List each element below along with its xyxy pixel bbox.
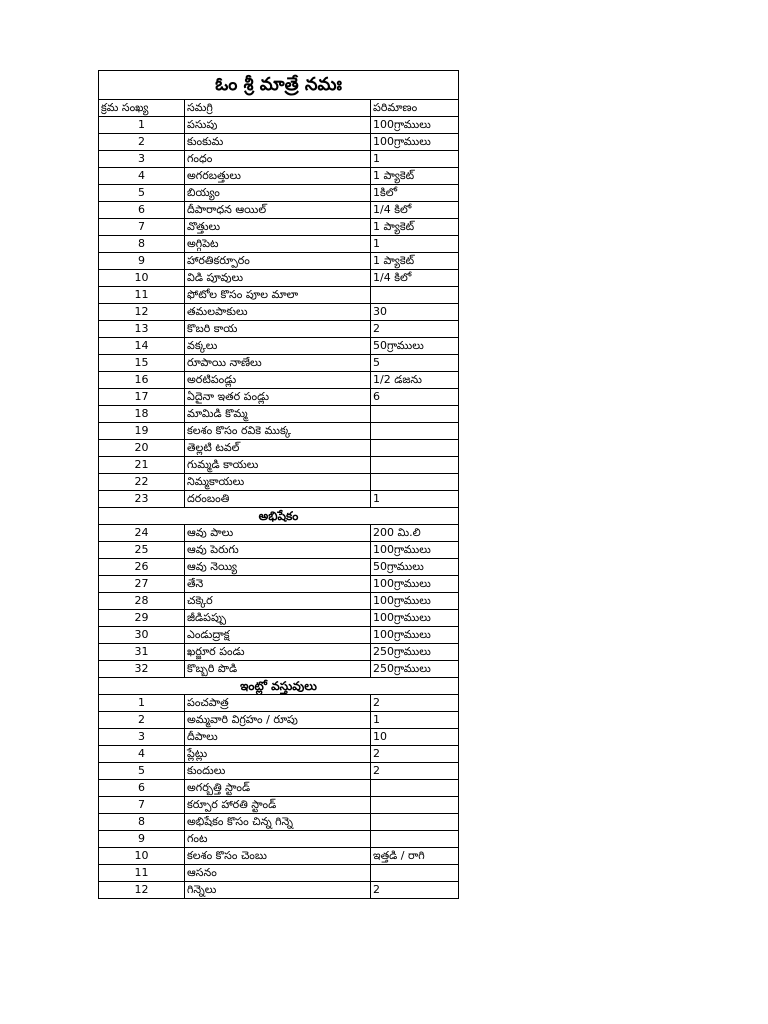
serial-cell: 9 xyxy=(99,831,185,848)
item-cell: ఏదైనా ఇతర పండ్లు xyxy=(185,389,371,406)
quantity-cell: 1/4 కిలో xyxy=(371,270,459,287)
table-row xyxy=(99,559,459,576)
quantity-cell: 1 ప్యాకెట్ xyxy=(371,168,459,185)
item-cell: దరంబంతి xyxy=(185,491,371,508)
table-row xyxy=(99,780,459,797)
serial-cell: 32 xyxy=(99,661,185,678)
quantity-cell: 2 xyxy=(371,695,459,712)
table-row xyxy=(99,695,459,712)
serial-cell: 7 xyxy=(99,219,185,236)
quantity-cell: 1/2 డజను xyxy=(371,372,459,389)
table-row xyxy=(99,355,459,372)
serial-cell: 8 xyxy=(99,236,185,253)
table-row xyxy=(99,321,459,338)
table-row xyxy=(99,372,459,389)
item-cell: ప్లేట్లు xyxy=(185,746,371,763)
quantity-cell: 1 xyxy=(371,151,459,168)
item-cell: ఆవు పెరుగు xyxy=(185,542,371,559)
item-cell: అగ్గిపెట xyxy=(185,236,371,253)
table-row xyxy=(99,338,459,355)
quantity-cell: 100గ్రాములు xyxy=(371,542,459,559)
table-row xyxy=(99,848,459,865)
table-row xyxy=(99,746,459,763)
table-row xyxy=(99,202,459,219)
item-cell: అరటిపండ్లు xyxy=(185,372,371,389)
serial-cell: 25 xyxy=(99,542,185,559)
serial-cell: 1 xyxy=(99,695,185,712)
table-row xyxy=(99,814,459,831)
serial-cell: 5 xyxy=(99,763,185,780)
table-row xyxy=(99,304,459,321)
serial-cell: 19 xyxy=(99,423,185,440)
table-row xyxy=(99,474,459,491)
quantity-cell xyxy=(371,287,459,304)
table-row xyxy=(99,236,459,253)
quantity-cell: 2 xyxy=(371,321,459,338)
quantity-cell xyxy=(371,457,459,474)
serial-cell: 3 xyxy=(99,151,185,168)
serial-cell: 1 xyxy=(99,117,185,134)
section-row xyxy=(99,678,459,695)
item-cell: కుందులు xyxy=(185,763,371,780)
serial-cell: 16 xyxy=(99,372,185,389)
serial-cell: 26 xyxy=(99,559,185,576)
item-cell: ఆవు నెయ్యి xyxy=(185,559,371,576)
serial-cell: 3 xyxy=(99,729,185,746)
quantity-cell: ఇత్తడి / రాగి xyxy=(371,848,459,865)
table-row xyxy=(99,270,459,287)
table-row xyxy=(99,729,459,746)
table-row xyxy=(99,457,459,474)
table-row xyxy=(99,661,459,678)
item-cell: అగరబత్తులు xyxy=(185,168,371,185)
serial-cell: 9 xyxy=(99,253,185,270)
quantity-cell: 10 xyxy=(371,729,459,746)
item-cell: అభిషేకం కొసం చిన్న గిన్నె xyxy=(185,814,371,831)
table-row xyxy=(99,134,459,151)
serial-cell: 29 xyxy=(99,610,185,627)
item-cell: కలశం కొసం చెంబు xyxy=(185,848,371,865)
serial-cell: 6 xyxy=(99,780,185,797)
item-cell: కొబ్బరి పొడి xyxy=(185,661,371,678)
serial-cell: 31 xyxy=(99,644,185,661)
serial-cell: 14 xyxy=(99,338,185,355)
serial-cell: 15 xyxy=(99,355,185,372)
header-item: సమగ్రి xyxy=(185,100,371,117)
quantity-cell: 30 xyxy=(371,304,459,321)
quantity-cell: 100గ్రాములు xyxy=(371,610,459,627)
quantity-cell: 1 xyxy=(371,491,459,508)
quantity-cell: 100గ్రాములు xyxy=(371,117,459,134)
quantity-cell: 50గ్రాములు xyxy=(371,338,459,355)
item-cell: గంధం xyxy=(185,151,371,168)
serial-cell: 24 xyxy=(99,525,185,542)
item-cell: ఎండుద్రాక్ష xyxy=(185,627,371,644)
item-cell: అగర్బత్తి స్టాండ్ xyxy=(185,780,371,797)
quantity-cell xyxy=(371,831,459,848)
serial-cell: 13 xyxy=(99,321,185,338)
table-row xyxy=(99,882,459,899)
quantity-cell: 1 ప్యాకెట్ xyxy=(371,219,459,236)
table-row xyxy=(99,185,459,202)
quantity-cell: 5 xyxy=(371,355,459,372)
quantity-cell xyxy=(371,780,459,797)
item-cell: పంచపాత్ర xyxy=(185,695,371,712)
serial-cell: 10 xyxy=(99,270,185,287)
quantity-cell xyxy=(371,423,459,440)
item-cell: ఖర్జూర పండు xyxy=(185,644,371,661)
quantity-cell: 100గ్రాములు xyxy=(371,576,459,593)
item-cell: జీడిపప్పు xyxy=(185,610,371,627)
serial-cell: 5 xyxy=(99,185,185,202)
table-row xyxy=(99,491,459,508)
item-cell: దీపాలు xyxy=(185,729,371,746)
table-row xyxy=(99,287,459,304)
table-row xyxy=(99,117,459,134)
quantity-cell: 2 xyxy=(371,746,459,763)
serial-cell: 12 xyxy=(99,882,185,899)
item-cell: రూపాయి నాణేలు xyxy=(185,355,371,372)
table-row xyxy=(99,389,459,406)
serial-cell: 27 xyxy=(99,576,185,593)
table-row xyxy=(99,797,459,814)
table-row xyxy=(99,593,459,610)
item-cell: వక్కలు xyxy=(185,338,371,355)
serial-cell: 6 xyxy=(99,202,185,219)
quantity-cell xyxy=(371,440,459,457)
item-cell: ఫోటోల కొసం పూల మాలా xyxy=(185,287,371,304)
quantity-cell: 2 xyxy=(371,763,459,780)
serial-cell: 12 xyxy=(99,304,185,321)
table-row xyxy=(99,712,459,729)
serial-cell: 4 xyxy=(99,168,185,185)
serial-cell: 11 xyxy=(99,865,185,882)
title-row xyxy=(99,71,459,100)
serial-cell: 11 xyxy=(99,287,185,304)
item-cell: ఆవు పాలు xyxy=(185,525,371,542)
section-heading: ఇంట్లో వస్తువులు xyxy=(99,678,459,695)
item-cell: కలశం కొసం రవికె ముక్క xyxy=(185,423,371,440)
quantity-cell: 1 xyxy=(371,236,459,253)
item-cell: తమలపాకులు xyxy=(185,304,371,321)
table-row xyxy=(99,610,459,627)
quantity-cell xyxy=(371,865,459,882)
quantity-cell: 1 ప్యాకెట్ xyxy=(371,253,459,270)
item-cell: చక్కెర xyxy=(185,593,371,610)
item-cell: గిన్నెలు xyxy=(185,882,371,899)
item-cell: గంట xyxy=(185,831,371,848)
table-row xyxy=(99,253,459,270)
header-serial: క్రమ సంఖ్య xyxy=(99,100,185,117)
quantity-cell xyxy=(371,814,459,831)
table-row xyxy=(99,219,459,236)
quantity-cell: 200 మి.లి xyxy=(371,525,459,542)
serial-cell: 17 xyxy=(99,389,185,406)
item-cell: విడి పూవులు xyxy=(185,270,371,287)
quantity-cell: 100గ్రాములు xyxy=(371,593,459,610)
serial-cell: 10 xyxy=(99,848,185,865)
serial-cell: 4 xyxy=(99,746,185,763)
table-row xyxy=(99,831,459,848)
table-row xyxy=(99,644,459,661)
table-row xyxy=(99,151,459,168)
pooja-items-sheet xyxy=(98,70,458,899)
serial-cell: 20 xyxy=(99,440,185,457)
header-quantity: పరిమాణం xyxy=(371,100,459,117)
page-title: ఓం శ్రీ మాత్రే నమః xyxy=(99,71,459,100)
quantity-cell xyxy=(371,474,459,491)
serial-cell: 28 xyxy=(99,593,185,610)
table-row xyxy=(99,576,459,593)
quantity-cell: 50గ్రాములు xyxy=(371,559,459,576)
table-row xyxy=(99,525,459,542)
serial-cell: 2 xyxy=(99,712,185,729)
serial-cell: 23 xyxy=(99,491,185,508)
table-row xyxy=(99,168,459,185)
item-cell: దీపారాధన ఆయిల్ xyxy=(185,202,371,219)
serial-cell: 7 xyxy=(99,797,185,814)
table-row xyxy=(99,542,459,559)
item-cell: బియ్యం xyxy=(185,185,371,202)
header-row xyxy=(99,100,459,117)
item-cell: మామిడి కొమ్మ xyxy=(185,406,371,423)
item-cell: కొబరి కాయ xyxy=(185,321,371,338)
quantity-cell: 1/4 కిలో xyxy=(371,202,459,219)
item-cell: తేనె xyxy=(185,576,371,593)
item-cell: హారతికర్పూరం xyxy=(185,253,371,270)
item-cell: గుమ్మడి కాయలు xyxy=(185,457,371,474)
table-row xyxy=(99,865,459,882)
table-row xyxy=(99,763,459,780)
serial-cell: 30 xyxy=(99,627,185,644)
table-row xyxy=(99,627,459,644)
quantity-cell: 100గ్రాములు xyxy=(371,627,459,644)
quantity-cell: 250గ్రాములు xyxy=(371,661,459,678)
quantity-cell: 1కిలో xyxy=(371,185,459,202)
table-row xyxy=(99,406,459,423)
quantity-cell xyxy=(371,797,459,814)
item-cell: వొత్తులు xyxy=(185,219,371,236)
section-heading: అభిషేకం xyxy=(99,508,459,525)
item-cell: ఆసనం xyxy=(185,865,371,882)
serial-cell: 8 xyxy=(99,814,185,831)
quantity-cell: 6 xyxy=(371,389,459,406)
table-row xyxy=(99,440,459,457)
quantity-cell: 2 xyxy=(371,882,459,899)
quantity-cell: 250గ్రాములు xyxy=(371,644,459,661)
serial-cell: 18 xyxy=(99,406,185,423)
serial-cell: 22 xyxy=(99,474,185,491)
item-cell: పసుపు xyxy=(185,117,371,134)
serial-cell: 21 xyxy=(99,457,185,474)
quantity-cell xyxy=(371,406,459,423)
quantity-cell: 1 xyxy=(371,712,459,729)
table-row xyxy=(99,423,459,440)
item-cell: కర్పూర హారతి స్టాండ్ xyxy=(185,797,371,814)
quantity-cell: 100గ్రాములు xyxy=(371,134,459,151)
item-cell: తెల్లటి టవల్ xyxy=(185,440,371,457)
serial-cell: 2 xyxy=(99,134,185,151)
item-cell: నిమ్మకాయలు xyxy=(185,474,371,491)
section-row xyxy=(99,508,459,525)
item-cell: అమ్మవారి విగ్రహం / రూపు xyxy=(185,712,371,729)
item-cell: కుంకుమ xyxy=(185,134,371,151)
items-table xyxy=(98,70,459,899)
